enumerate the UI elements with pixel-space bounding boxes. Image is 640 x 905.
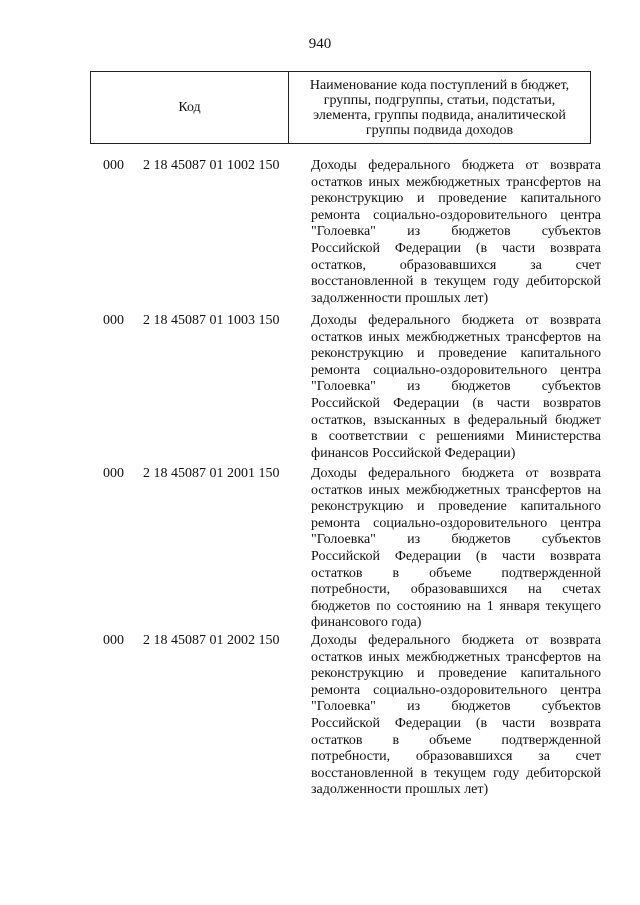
description-line: реконструкцию и проведение капитального bbox=[311, 499, 601, 515]
header-name-column: Наименование кода поступлений в бюджет, группы, подгруппы, статьи, подстатьи, элемента, группы подвида, аналитической группы подвида доходов bbox=[309, 77, 570, 138]
description-line: остатков иных межбюджетных трансфертов на bbox=[311, 482, 601, 498]
row-budget-code: 2 18 45087 01 2001 150 bbox=[143, 466, 280, 481]
row-admin-code: 000 bbox=[103, 313, 124, 328]
description-line: Российской Федерации (в части возвратов bbox=[311, 395, 601, 411]
table-header bbox=[90, 71, 591, 144]
description-line: потребности, образовавшихся за счет bbox=[311, 749, 601, 765]
description-line: реконструкцию и проведение капитального bbox=[311, 346, 601, 362]
description-line: остатков в объеме подтвержденной bbox=[311, 565, 601, 581]
page-number: 940 bbox=[308, 36, 332, 52]
row-admin-code: 000 bbox=[103, 158, 124, 173]
description-line: финансов Российской Федерации) bbox=[311, 445, 516, 461]
description-line: Российской Федерации (в части возврата bbox=[311, 240, 601, 256]
row-budget-code: 2 18 45087 01 1002 150 bbox=[143, 158, 280, 173]
table-row bbox=[0, 313, 640, 466]
description-line: остатков, образовавшихся за счет bbox=[311, 257, 601, 273]
description-line: бюджетов по состоянию на 1 января текущего bbox=[311, 598, 601, 614]
row-budget-code: 2 18 45087 01 1003 150 bbox=[143, 313, 280, 328]
description-line: остатков, взысканных в федеральный бюджет bbox=[311, 412, 601, 428]
description-line: задолженности прошлых лет) bbox=[311, 290, 489, 306]
row-description bbox=[311, 313, 601, 466]
table-row bbox=[0, 158, 640, 313]
description-line: восстановленной в текущем году дебиторской bbox=[311, 765, 601, 781]
description-line: "Голоевка" из бюджетов субъектов bbox=[311, 379, 601, 395]
description-line: "Голоевка" из бюджетов субъектов bbox=[311, 699, 601, 715]
description-line: остатков иных межбюджетных трансфертов на bbox=[311, 649, 601, 665]
table-row bbox=[0, 466, 640, 633]
row-description bbox=[311, 466, 601, 633]
description-line: восстановленной в текущем году дебиторской bbox=[311, 274, 601, 290]
description-line: в соответствии с решениями Министерства bbox=[311, 429, 601, 445]
description-line: остатков в объеме подтвержденной bbox=[311, 732, 601, 748]
description-line: "Голоевка" из бюджетов субъектов bbox=[311, 224, 601, 240]
description-line: остатков иных межбюджетных трансфертов на bbox=[311, 329, 601, 345]
row-budget-code: 2 18 45087 01 2002 150 bbox=[143, 633, 280, 648]
description-line: "Голоевка" из бюджетов субъектов bbox=[311, 532, 601, 548]
description-line: реконструкцию и проведение капитального bbox=[311, 666, 601, 682]
description-line: Доходы федерального бюджета от возврата bbox=[311, 313, 601, 328]
row-description bbox=[311, 633, 601, 803]
description-line: Доходы федерального бюджета от возврата bbox=[311, 633, 601, 648]
header-code-column: Код bbox=[91, 72, 289, 143]
description-line: ремонта социально-оздоровительного центра bbox=[311, 362, 601, 378]
description-line: ремонта социально-оздоровительного центра bbox=[311, 207, 601, 223]
row-admin-code: 000 bbox=[103, 466, 124, 481]
description-line: финансового года) bbox=[311, 615, 422, 631]
description-line: Российской Федерации (в части возврата bbox=[311, 548, 601, 564]
row-admin-code: 000 bbox=[103, 633, 124, 648]
description-line: остатков иных межбюджетных трансфертов на bbox=[311, 174, 601, 190]
description-line: Доходы федерального бюджета от возврата bbox=[311, 466, 601, 481]
description-line: потребности, образовавшихся на счетах bbox=[311, 582, 601, 598]
table-row bbox=[0, 633, 640, 803]
description-line: Российской Федерации (в части возврата bbox=[311, 715, 601, 731]
description-line: ремонта социально-оздоровительного центра bbox=[311, 515, 601, 531]
table-body bbox=[0, 158, 640, 803]
row-description bbox=[311, 158, 601, 313]
description-line: Доходы федерального бюджета от возврата bbox=[311, 158, 601, 173]
description-line: ремонта социально-оздоровительного центра bbox=[311, 682, 601, 698]
description-line: реконструкцию и проведение капитального bbox=[311, 191, 601, 207]
description-line: задолженности прошлых лет) bbox=[311, 782, 489, 798]
